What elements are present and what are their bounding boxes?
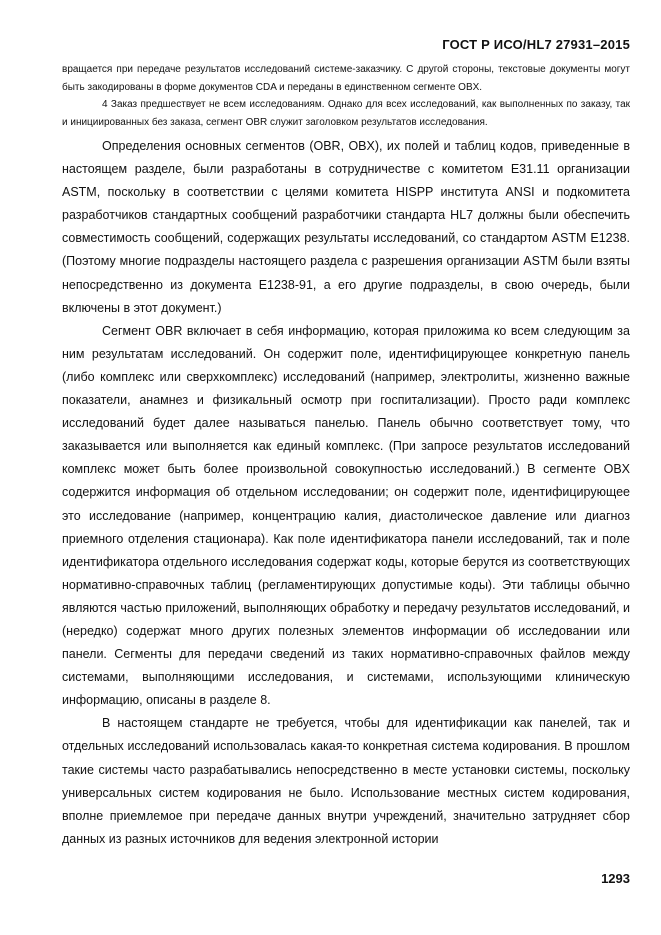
body-text (62, 135, 630, 851)
standard-header: ГОСТ Р ИСО/HL7 27931–2015 (442, 37, 630, 52)
footnote-continuation: вращается при передаче результатов исследований системе-заказчику. С другой стороны, текстовые документы могут быть закодированы в форме документов CDA и переданы в единственном сегменте OBX. (62, 64, 630, 93)
footnote-note-4: 4 Заказ предшествует не всем исследованиям. Однако для всех исследований, как выполненных по заказу, так и инициированных без заказа, сегмент OBR служит заголовком результатов исследования. (62, 99, 630, 128)
body-paragraph: В настоящем стандарте не требуется, чтобы для идентификации как панелей, так и отдельных исследований использовалась какая-то конкретная система кодирования. В прошлом такие системы часто разрабатывались непосредственно в месте установки системы, поскольку универсальных систем кодирования не было. Использование местных систем кодирования, вполне приемлемое при передаче данных внутри учреждений, значительно затрудняет сбор данных из разных источников для ведения электронной истории (62, 716, 630, 846)
footnote-block (62, 61, 630, 131)
page-number: 1293 (601, 871, 630, 886)
body-paragraph: Сегмент OBR включает в себя информацию, которая приложима ко всем следующим за ним результатам исследований. Он содержит поле, идентифицирующее конкретную панель (либо комплекс или сверхкомплекс) исследований (например, электролиты, жизненно важные показатели, анамнез и физикальный осмотр при госпитализации). Просто ради комплекс исследований будет далее называться панелью. Панель обычно соответствует тому, что заказывается или выполняется как единый комплекс. (При запросе результатов исследований комплекс может быть более произвольной совокупностью исследований.) В сегменте OBX содержится информация об отдельном исследовании; он содержит поле, идентифицирующее это исследование (например, концентрацию калия, диастолическое давление или диагноз приемного отделения стационара). Как поле идентификатора панели исследований, так и поле идентификатора отдельного исследования содержат коды, которые берутся из соответствующих нормативно-справочных таблиц (регламентирующих допустимые коды). Эти таблицы обычно являются частью приложений, выполняющих обработку и передачу результатов исследований, и (нередко) содержат много других полезных элементов информации об исследовании или панели. Сегменты для передачи сведений из таких нормативно-справочных файлов между системами, выполняющими исследования, и системами, использующими клиническую информацию, описаны в разделе 8. (62, 323, 630, 708)
body-paragraph: Определения основных сегментов (OBR, OBX), их полей и таблиц кодов, приведенные в настоящем разделе, были разработаны в сотрудничестве с комитетом E31.11 организации ASTM, поскольку в соответствии с целями комитета HISPP института ANSI и подкомитета разработчиков стандартных сообщений разработчики стандарта HL7 должны были обеспечить совместимость сообщений, содержащих результаты исследований, со стандартом ASTM E1238. (Поэтому многие подразделы настоящего раздела с разрешения организации ASTM были взяты непосредственно из документа E1238-91, а его другие подразделы, в свою очередь, были включены в этот документ.) (62, 139, 630, 315)
